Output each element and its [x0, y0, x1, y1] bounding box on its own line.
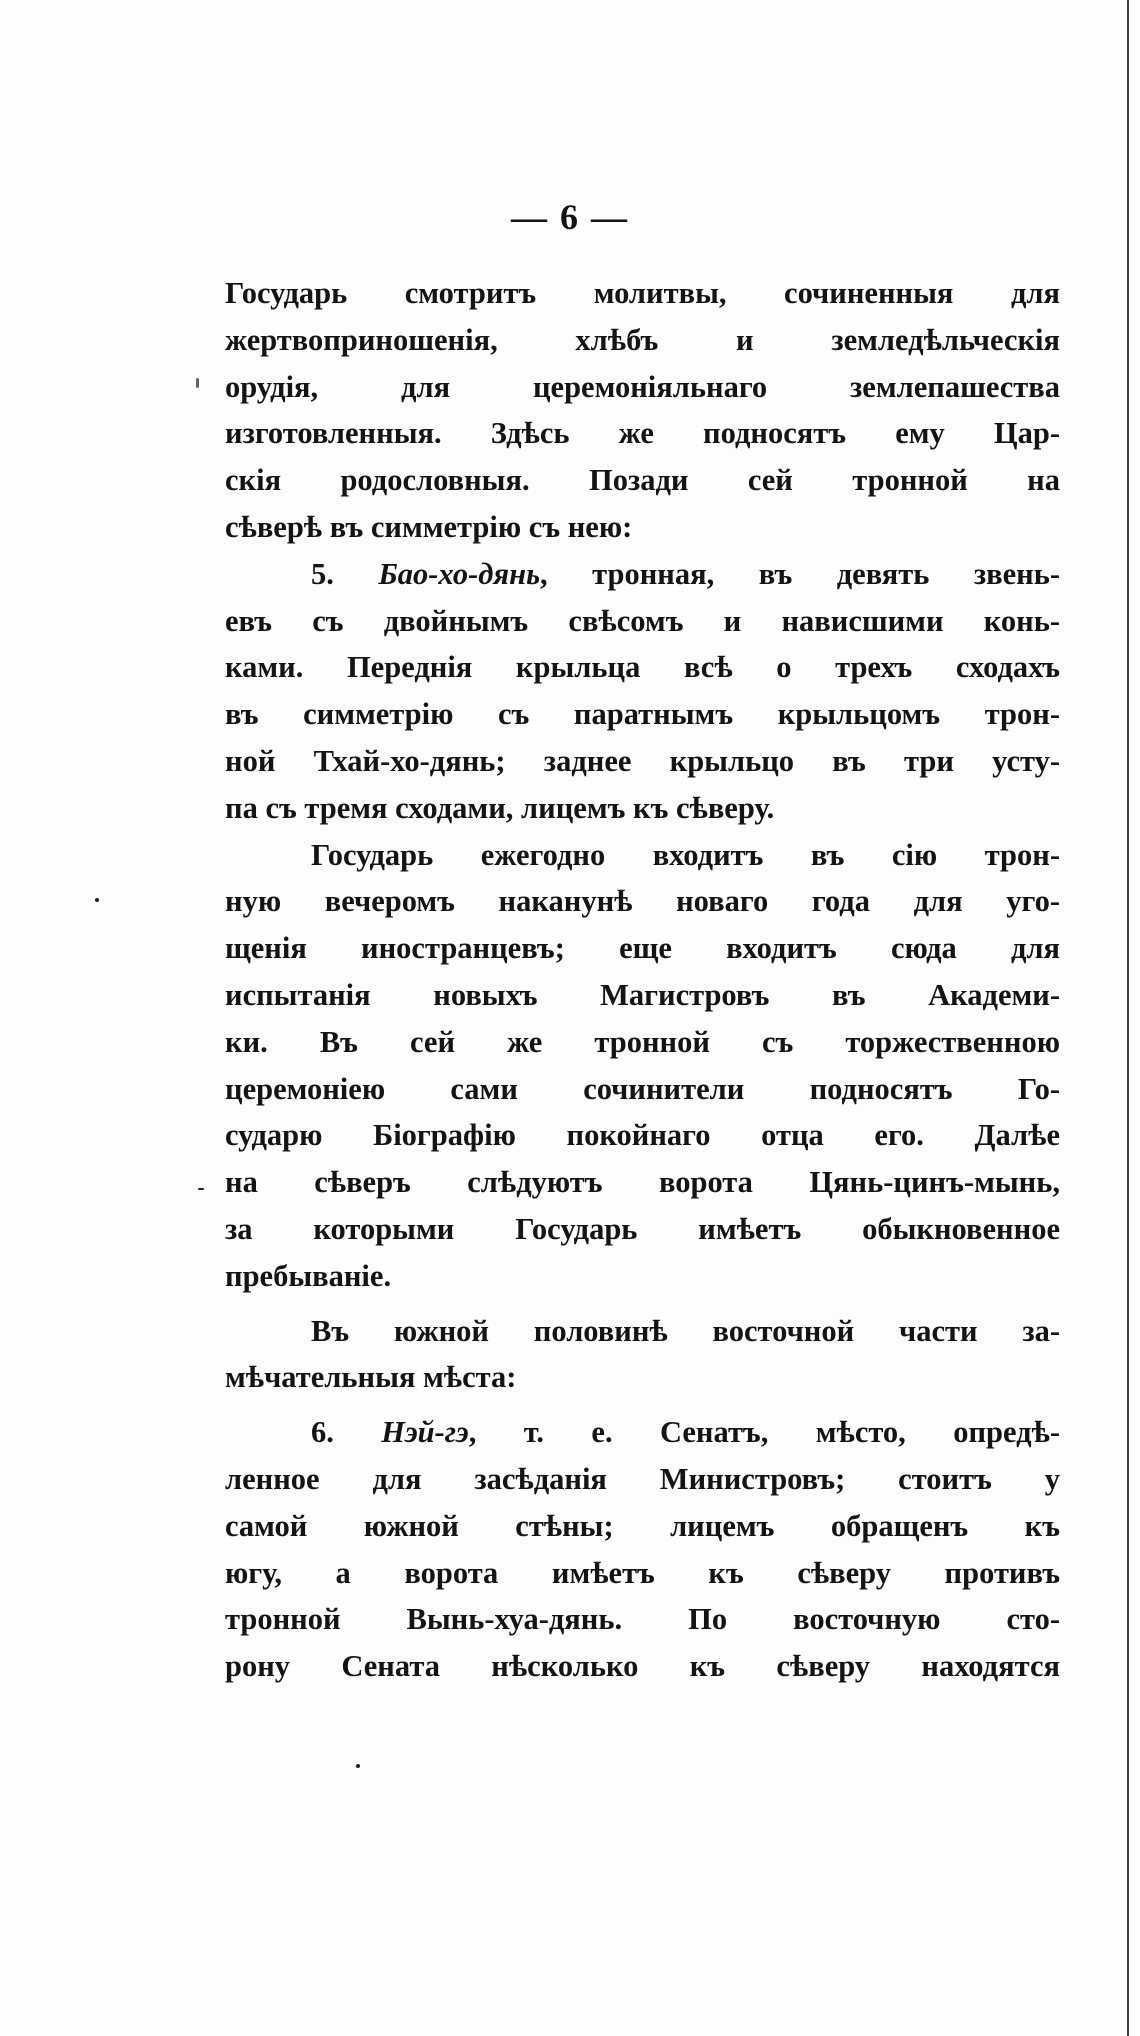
text-line: щенія иностранцевъ; еще входитъ сюда для	[225, 931, 1060, 966]
text-line: орудія, для церемоніяльнаго землепашества	[225, 369, 1060, 404]
text-line: испытанія новыхъ Магистровъ въ Академи-	[225, 977, 1060, 1012]
text-line: скія родословныя. Позади сей тронной на	[225, 463, 1060, 498]
entry-number: 6.	[311, 1415, 334, 1450]
text-line: мѣчательныя мѣста:	[225, 1360, 517, 1395]
text-line: ную вечеромъ наканунѣ новаго года для уго-	[225, 884, 1060, 919]
entry-number: 5.	[311, 556, 334, 591]
scan-speck	[196, 378, 199, 388]
page-body-text	[225, 270, 1060, 1690]
text-line: па съ тремя сходами, лицемъ къ сѣверу.	[225, 790, 775, 825]
text-line: изготовленныя. Здѣсь же подносятъ ему Цар-	[225, 416, 1060, 451]
text-line: сударю Біографію покойнаго отца его. Далѣе	[225, 1118, 1060, 1153]
text-line: сѣверѣ въ симметрію съ нею:	[225, 509, 633, 544]
page-number: — 6 —	[511, 197, 629, 237]
text-line: тронной Вынь-хуа-дянь. По восточную сто-	[225, 1602, 1060, 1637]
entry-name: Бао-хо-дянь	[378, 556, 541, 591]
text-line: на сѣверъ слѣдуютъ ворота Цянь-цинъ-мынь,	[225, 1165, 1060, 1200]
entry-name: Нэй-гэ	[381, 1415, 469, 1450]
text-line: Въ южной половинѣ восточной части за-	[311, 1313, 1060, 1348]
entry-heading-line	[225, 551, 1060, 598]
text-line: Государь смотритъ молитвы, сочиненныя для	[225, 276, 1060, 310]
scan-speck	[95, 898, 99, 902]
text-line: евъ съ двойнымъ свѣсомъ и нависшими конь-	[225, 603, 1060, 638]
text-line: самой южной стѣны; лицемъ обращенъ къ	[225, 1508, 1060, 1543]
text-line: рону Сената нѣсколько къ сѣверу находятся	[225, 1649, 1060, 1684]
text-line: ки. Въ сей же тронной съ торжественною	[225, 1024, 1060, 1059]
text-line: пребываніе.	[225, 1258, 392, 1293]
text-line: въ симметрію съ паратнымъ крыльцомъ трон-	[225, 697, 1060, 732]
scan-speck	[356, 1764, 360, 1768]
entry-heading-line	[225, 1409, 1060, 1456]
page-edge-line	[1127, 0, 1129, 2036]
text-line: ленное для засѣданія Министровъ; стоитъ у	[225, 1461, 1060, 1496]
entry-text: , т. е. Сенатъ, мѣсто, опредѣ-	[468, 1415, 1061, 1450]
text-line: ками. Переднія крыльца всѣ о трехъ сходахъ	[225, 650, 1060, 685]
entry-text: , тронная, въ девять звень-	[540, 556, 1060, 591]
text-line: церемоніею сами сочинители подносятъ Го-	[225, 1071, 1060, 1106]
text-line: ной Тхай-хо-дянь; заднее крыльцо въ три усту-	[225, 743, 1060, 778]
text-line: Государь ежегодно входитъ въ сію трон-	[311, 837, 1060, 872]
text-line: югу, а ворота имѣетъ къ сѣверу противъ	[225, 1555, 1060, 1590]
scan-speck	[198, 1188, 204, 1190]
text-line: за которыми Государь имѣетъ обыкновенное	[225, 1211, 1060, 1246]
text-line: жертвоприношенія, хлѣбъ и земледѣльческія	[225, 322, 1060, 357]
